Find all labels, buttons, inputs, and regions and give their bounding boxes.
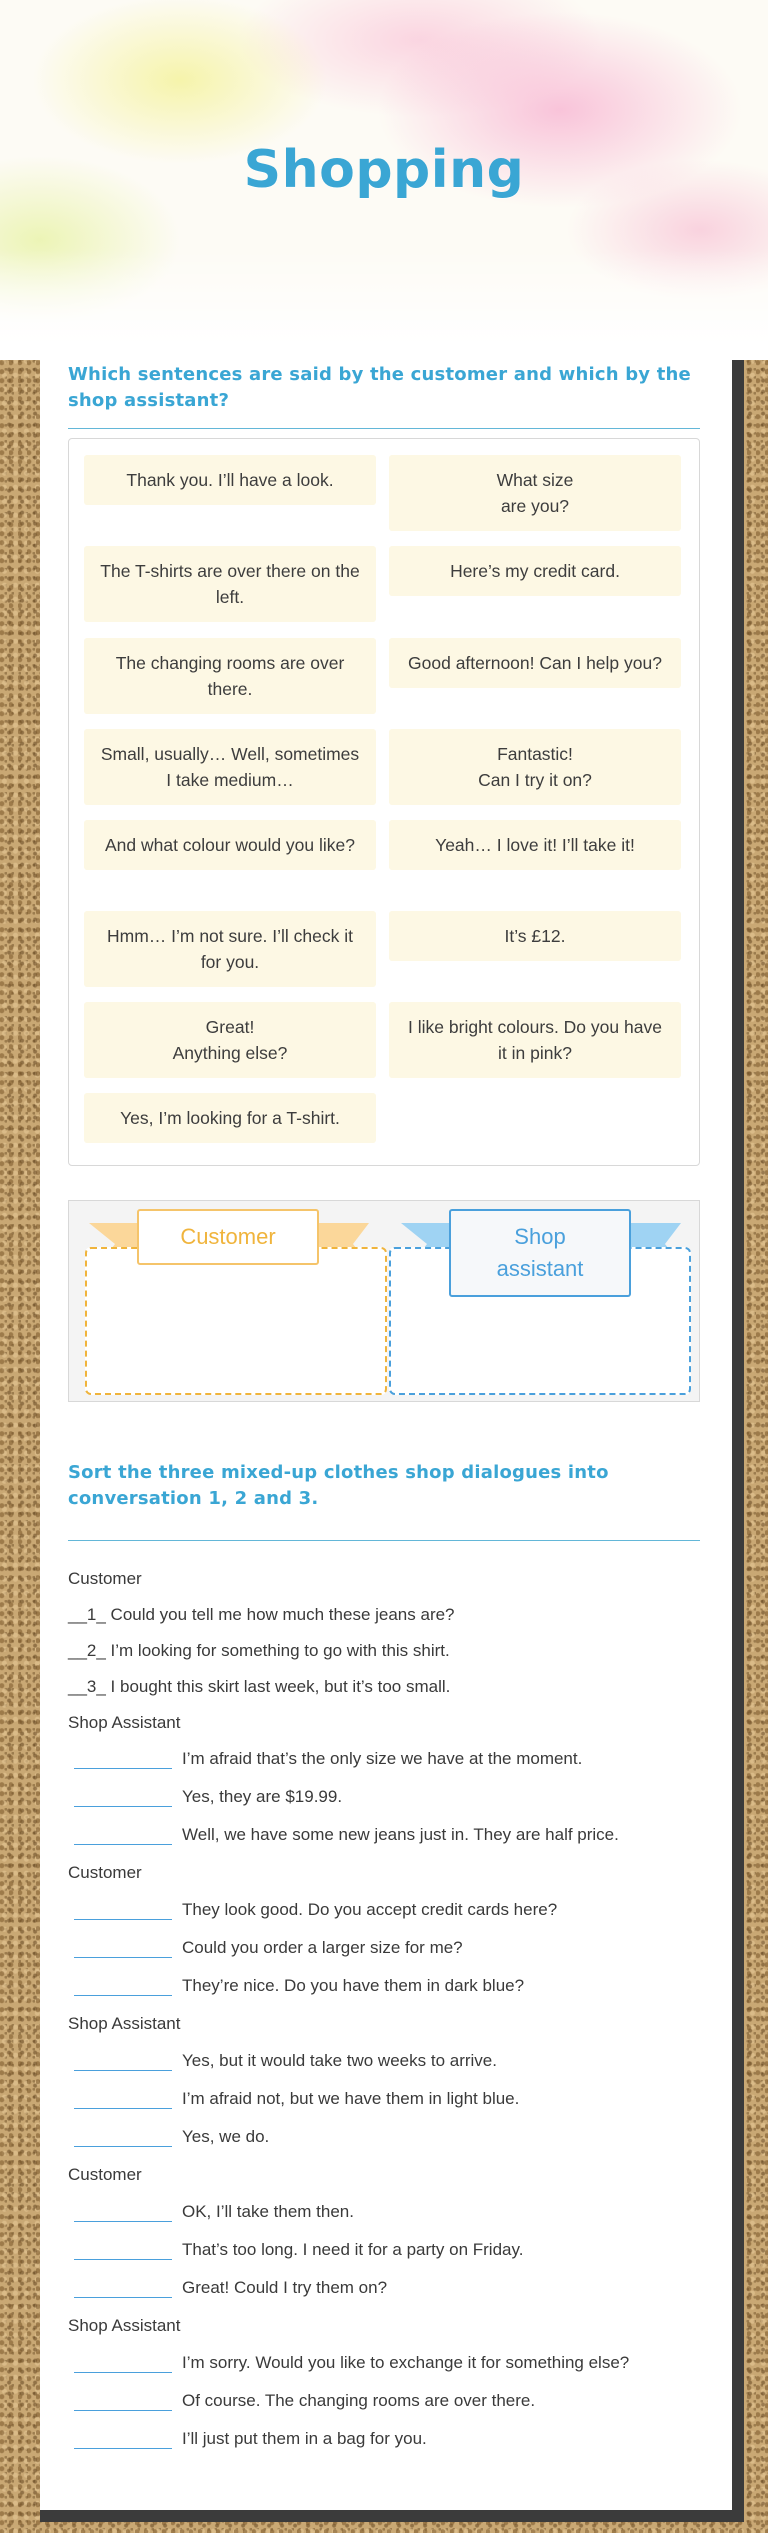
draggable-card[interactable]: Yeah… I love it! I’ll take it! xyxy=(389,820,681,870)
sort-categories xyxy=(68,1200,700,1402)
answer-blank[interactable] xyxy=(74,2280,172,2298)
draggable-card[interactable]: Good afternoon! Can I help you? xyxy=(389,638,681,688)
draggable-card[interactable]: Small, usually… Well, sometimes I take medium… xyxy=(84,729,376,805)
answer-blank[interactable] xyxy=(74,1940,172,1958)
draggable-card[interactable]: Fantastic! Can I try it on? xyxy=(389,729,681,805)
answer-blank[interactable] xyxy=(74,2129,172,2147)
answer-blank[interactable] xyxy=(74,1789,172,1807)
speaker-label: Customer xyxy=(68,1863,142,1882)
dialogue-line: Could you order a larger size for me? xyxy=(182,1938,463,1957)
section2-instruction: Sort the three mixed-up clothes shop dialogues into conversation 1, 2 and 3. xyxy=(68,1462,609,1509)
shop-assistant-label-line2: assistant xyxy=(496,1256,584,1281)
dialogue-line: Well, we have some new jeans just in. They are half price. xyxy=(182,1825,619,1844)
shop-assistant-label xyxy=(449,1209,631,1297)
customer-label: Customer xyxy=(137,1209,319,1265)
section1-header xyxy=(68,362,700,429)
draggable-card[interactable]: I like bright colours. Do you have it in pink? xyxy=(389,1002,681,1078)
dialogue-list xyxy=(68,1567,700,2467)
draggable-card[interactable]: Great! Anything else? xyxy=(84,1002,376,1078)
answer-blank[interactable] xyxy=(74,1751,172,1769)
draggable-card[interactable]: Thank you. I’ll have a look. xyxy=(84,455,376,505)
answer-blank[interactable] xyxy=(74,2431,172,2449)
answer-blank[interactable] xyxy=(74,2242,172,2260)
speaker-label: Shop Assistant xyxy=(68,2316,181,2335)
answer-blank[interactable] xyxy=(74,2355,172,2373)
answer-blank[interactable] xyxy=(74,1827,172,1845)
dialogue-line: I’m afraid not, but we have them in light blue. xyxy=(182,2089,520,2108)
draggable-card[interactable]: It’s £12. xyxy=(389,911,681,961)
dialogue-line: They look good. Do you accept credit cards here? xyxy=(182,1900,558,1919)
dialogue-line: I’ll just put them in a bag for you. xyxy=(182,2429,427,2448)
section2-rule xyxy=(68,1540,700,1541)
draggable-card[interactable]: What size are you? xyxy=(389,455,681,531)
shop-assistant-label-line1: Shop xyxy=(514,1224,566,1249)
dialogue-line: That’s too long. I need it for a party on Friday. xyxy=(182,2240,524,2259)
dialogue-line: Yes, we do. xyxy=(182,2127,270,2146)
dialogue-line: They’re nice. Do you have them in dark blue? xyxy=(182,1976,525,1995)
draggable-card[interactable]: Here’s my credit card. xyxy=(389,546,681,596)
page-title: Shopping xyxy=(243,140,525,200)
dialogue-line: OK, I’ll take them then. xyxy=(182,2202,354,2221)
draggable-card[interactable]: The changing rooms are over there. xyxy=(84,638,376,714)
answer-blank[interactable] xyxy=(74,2053,172,2071)
dialogue-line: __1_ Could you tell me how much these jeans are? xyxy=(68,1605,455,1624)
answer-blank[interactable] xyxy=(74,2204,172,2222)
dialogue-line: Of course. The changing rooms are over there. xyxy=(182,2391,536,2410)
speaker-label: Customer xyxy=(68,2165,142,2184)
answer-blank[interactable] xyxy=(74,1978,172,1996)
draggable-card[interactable]: And what colour would you like? xyxy=(84,820,376,870)
header-banner xyxy=(0,0,768,360)
dialogue-line: __2_ I’m looking for something to go with this shirt. xyxy=(68,1641,450,1660)
section2-header xyxy=(68,1460,700,1541)
answer-blank[interactable] xyxy=(74,2393,172,2411)
dialogue-line: Yes, they are $19.99. xyxy=(182,1787,343,1806)
customer-drop-zone[interactable] xyxy=(85,1247,387,1395)
header-fade xyxy=(0,250,768,360)
dialogue-line: I’m afraid that’s the only size we have at the moment. xyxy=(182,1749,583,1768)
speaker-label: Shop Assistant xyxy=(68,2014,181,2033)
speaker-label: Shop Assistant xyxy=(68,1713,181,1732)
dialogue-line: __3_ I bought this skirt last week, but it’s too small. xyxy=(68,1677,451,1696)
card-pool xyxy=(68,438,700,1166)
dialogue-line: Great! Could I try them on? xyxy=(182,2278,388,2297)
dialogue-line: I’m sorry. Would you like to exchange it for something else? xyxy=(182,2353,630,2372)
section1-rule xyxy=(68,428,700,429)
section1-instruction: Which sentences are said by the customer and which by the shop assistant? xyxy=(68,364,691,411)
draggable-card[interactable]: The T-shirts are over there on the left. xyxy=(84,546,376,622)
dialogue-line: Yes, but it would take two weeks to arrive. xyxy=(182,2051,497,2070)
draggable-card[interactable]: Hmm… I’m not sure. I’ll check it for you. xyxy=(84,911,376,987)
speaker-label: Customer xyxy=(68,1569,142,1588)
answer-blank[interactable] xyxy=(74,2091,172,2109)
answer-blank[interactable] xyxy=(74,1902,172,1920)
draggable-card[interactable]: Yes, I’m looking for a T-shirt. xyxy=(84,1093,376,1143)
